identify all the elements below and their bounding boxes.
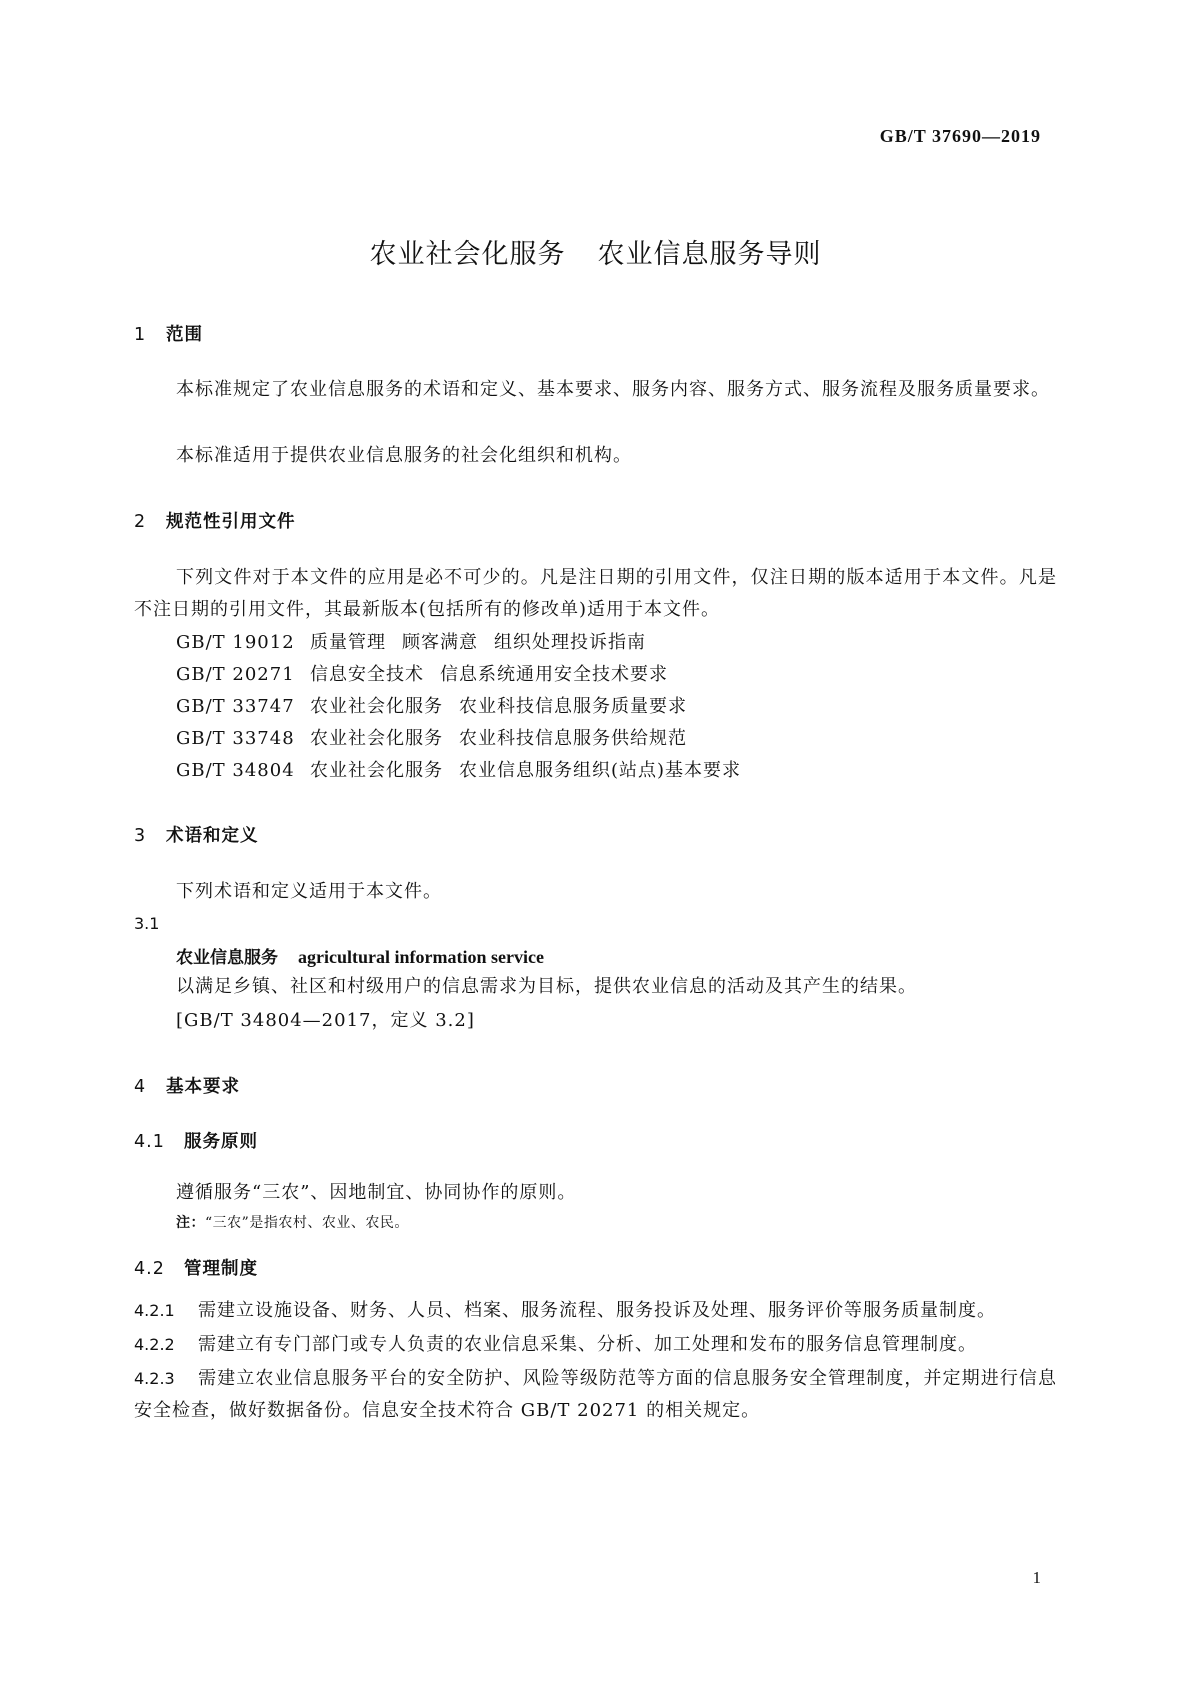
reference-title-part: 质量管理	[310, 632, 386, 653]
section-title: 规范性引用文件	[166, 512, 296, 532]
reference-code: GB/T 19012	[176, 632, 295, 653]
clause-4-2-1	[134, 1295, 996, 1327]
standard-code: GB/T 37690—2019	[879, 126, 1041, 146]
section-3-paragraph-1: 下列术语和定义适用于本文件。	[176, 881, 442, 902]
section-title: 服务原则	[184, 1132, 258, 1152]
section-4-heading	[134, 1073, 240, 1098]
reference-item	[176, 691, 687, 723]
reference-item	[176, 723, 687, 755]
section-1-paragraph-2: 本标准适用于提供农业信息服务的社会化组织和机构。	[176, 445, 632, 466]
reference-title-part: 农业社会化服务	[310, 696, 443, 717]
term-number: 3.1	[134, 914, 160, 933]
clause-4-2-2	[134, 1329, 977, 1361]
reference-title-part: 农业社会化服务	[310, 728, 443, 749]
note	[176, 1212, 409, 1232]
term-heading	[176, 943, 544, 968]
section-number: 3	[134, 826, 147, 846]
document-title	[0, 232, 1191, 271]
reference-code: GB/T 33747	[176, 696, 295, 717]
section-2-heading	[134, 508, 296, 533]
reference-title-part: 信息系统通用安全技术要求	[440, 664, 668, 685]
section-4-2-heading	[134, 1255, 258, 1280]
reference-item	[176, 659, 668, 691]
section-number: 4	[134, 1077, 147, 1097]
reference-item	[176, 627, 646, 659]
section-4-1-paragraph: 遵循服务“三农”、因地制宜、协同协作的原则。	[176, 1182, 577, 1203]
section-1-heading	[134, 321, 203, 346]
term-definition: 以满足乡镇、社区和村级用户的信息需求为目标，提供农业信息的活动及其产生的结果。	[176, 976, 917, 997]
clause-text: 需建立设施设备、财务、人员、档案、服务流程、服务投诉及处理、服务评价等服务质量制度。	[198, 1300, 996, 1321]
reference-title-part: 顾客满意	[402, 632, 478, 653]
clause-number: 4.2.1	[134, 1301, 175, 1320]
section-number: 4.1	[134, 1132, 165, 1152]
section-number: 2	[134, 512, 147, 532]
reference-title-part: 农业社会化服务	[310, 760, 443, 781]
clause-text: 需建立农业信息服务平台的安全防护、风险等级防范等方面的信息服务安全管理制度，并定期进行信息安全检查，做好数据备份。信息安全技术符合 GB/T 20271 的相关规定。	[134, 1368, 1057, 1421]
note-label: 注：	[176, 1215, 205, 1231]
section-3-heading	[134, 822, 259, 847]
clause-number: 4.2.2	[134, 1335, 175, 1354]
section-1-paragraph-1: 本标准规定了农业信息服务的术语和定义、基本要求、服务内容、服务方式、服务流程及服务质量要求。	[176, 379, 1050, 400]
reference-title-part: 组织处理投诉指南	[494, 632, 646, 653]
term-english: agricultural information service	[298, 947, 544, 967]
section-number: 4.2	[134, 1259, 165, 1279]
reference-code: GB/T 34804	[176, 760, 295, 781]
reference-title-part: 农业科技信息服务质量要求	[459, 696, 687, 717]
page-number: 1	[1032, 1568, 1041, 1587]
section-title: 管理制度	[184, 1259, 258, 1279]
reference-code: GB/T 20271	[176, 664, 295, 685]
title-main: 农业社会化服务	[369, 239, 566, 270]
note-text: “三农”是指农村、农业、农民。	[205, 1215, 409, 1231]
section-title: 范围	[166, 325, 203, 345]
section-2-paragraph-1: 下列文件对于本文件的应用是必不可少的。凡是注日期的引用文件，仅注日期的版本适用于本文件。凡是不注日期的引用文件，其最新版本(包括所有的修改单)适用于本文件。	[134, 567, 1057, 620]
reference-title-part: 农业信息服务组织(站点)基本要求	[459, 760, 742, 781]
term-source: [GB/T 34804—2017，定义 3.2]	[176, 1010, 475, 1031]
term-chinese: 农业信息服务	[176, 948, 278, 968]
section-title: 术语和定义	[166, 826, 259, 846]
clause-4-2-3	[134, 1363, 1057, 1427]
clause-number: 4.2.3	[134, 1369, 175, 1388]
section-number: 1	[134, 325, 147, 345]
reference-title-part: 信息安全技术	[310, 664, 424, 685]
clause-text: 需建立有专门部门或专人负责的农业信息采集、分析、加工处理和发布的服务信息管理制度。	[198, 1334, 977, 1355]
section-title: 基本要求	[166, 1077, 240, 1097]
reference-title-part: 农业科技信息服务供给规范	[459, 728, 687, 749]
section-4-1-heading	[134, 1128, 258, 1153]
reference-item	[176, 755, 741, 787]
title-sub: 农业信息服务导则	[597, 239, 822, 270]
reference-code: GB/T 33748	[176, 728, 295, 749]
